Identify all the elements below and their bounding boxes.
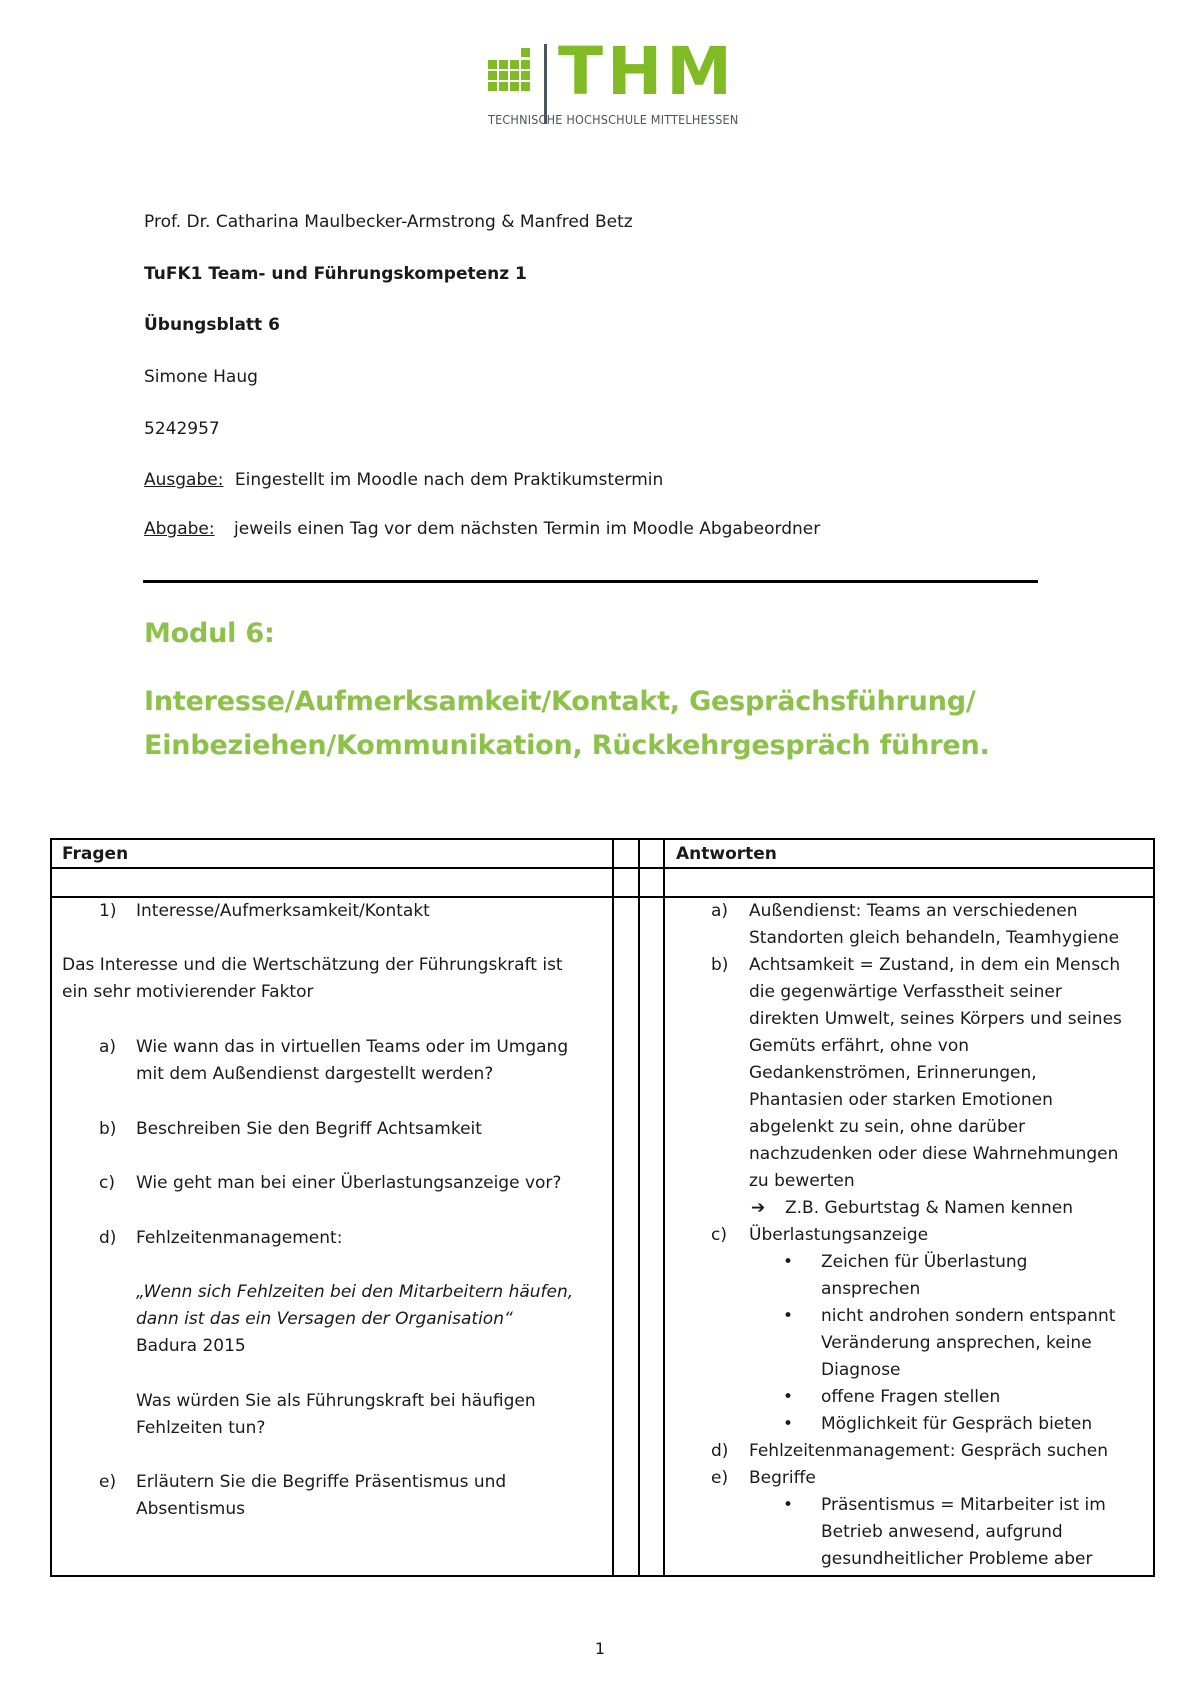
- answer-a: Standorten gleich behandeln, Teamhygiene: [749, 928, 1120, 948]
- item-label: a): [711, 901, 729, 921]
- answer-b: Achtsamkeit = Zustand, in dem ein Mensch: [749, 955, 1121, 975]
- item-label: d): [99, 1228, 117, 1248]
- question-e: Erläutern Sie die Begriffe Präsentismus und: [136, 1472, 507, 1492]
- question-d: Fehlzeitenmanagement:: [136, 1228, 343, 1248]
- item-label: c): [711, 1225, 727, 1245]
- answers-cell: [665, 898, 1155, 1575]
- authors: Prof. Dr. Catharina Maulbecker-Armstrong & Manfred Betz: [144, 212, 633, 232]
- item-label: e): [99, 1472, 117, 1492]
- bullet-icon: •: [783, 1306, 794, 1326]
- question-c: Wie geht man bei einer Überlastungsanzeige vor?: [136, 1173, 562, 1193]
- item-label: c): [99, 1173, 115, 1193]
- bullet-icon: •: [783, 1495, 794, 1515]
- questions-cell: [52, 898, 612, 1558]
- bullet-icon: •: [783, 1387, 794, 1407]
- intro-text: Das Interesse und die Wertschätzung der Führungskraft ist: [62, 955, 563, 975]
- quote-text: „Wenn sich Fehlzeiten bei den Mitarbeitern häufen,: [136, 1282, 574, 1302]
- question-d-sub: Was würden Sie als Führungskraft bei häufigen: [136, 1391, 536, 1411]
- answer-b: Gemüts erfährt, ohne von: [749, 1036, 970, 1056]
- answer-b: nachzudenken oder diese Wahrnehmungen: [749, 1144, 1119, 1164]
- question-d-sub: Fehlzeiten tun?: [136, 1418, 266, 1438]
- arrow-icon: ➔: [751, 1198, 766, 1218]
- table-column-rule: [638, 840, 640, 1575]
- answer-c-bullet: Möglichkeit für Gespräch bieten: [821, 1414, 1093, 1434]
- abgabe-label: Abgabe:: [144, 519, 215, 539]
- answer-b: Gedankenströmen, Erinnerungen,: [749, 1063, 1037, 1083]
- answer-e-bullet: Betrieb anwesend, aufgrund: [821, 1522, 1063, 1542]
- answer-b: Phantasien oder starken Emotionen: [749, 1090, 1053, 1110]
- question-title: Interesse/Aufmerksamkeit/Kontakt: [136, 901, 430, 921]
- answer-a: Außendienst: Teams an verschiedenen: [749, 901, 1078, 921]
- answer-c-bullet: Veränderung ansprechen, keine: [821, 1333, 1092, 1353]
- answer-c-bullet: Zeichen für Überlastung: [821, 1252, 1028, 1272]
- module-title: Modul 6:: [144, 618, 275, 649]
- answer-e-bullet: gesundheitlicher Probleme aber: [821, 1549, 1093, 1569]
- question-a: Wie wann das in virtuellen Teams oder im Umgang: [136, 1037, 569, 1057]
- answer-b: zu bewerten: [749, 1171, 855, 1191]
- sheet-title: Übungsblatt 6: [144, 315, 280, 335]
- intro-text: ein sehr motivierender Faktor: [62, 982, 314, 1002]
- quote-source: Badura 2015: [136, 1336, 246, 1356]
- item-label: b): [711, 955, 729, 975]
- answer-c-bullet: offene Fragen stellen: [821, 1387, 1001, 1407]
- answer-c-bullet: ansprechen: [821, 1279, 921, 1299]
- question-number: 1): [99, 901, 117, 921]
- answer-e: Begriffe: [749, 1468, 816, 1488]
- abgabe-line: [144, 518, 820, 540]
- student-name: Simone Haug: [144, 367, 258, 387]
- logo-subtitle: TECHNISCHE HOCHSCHULE MITTELHESSEN: [488, 112, 739, 127]
- answer-d: Fehlzeitenmanagement: Gespräch suchen: [749, 1441, 1109, 1461]
- question-e: Absentismus: [136, 1499, 245, 1519]
- quote-text: dann ist das ein Versagen der Organisation“: [136, 1309, 513, 1329]
- answer-c-bullet: Diagnose: [821, 1360, 901, 1380]
- answer-b: die gegenwärtige Verfasstheit seiner: [749, 982, 1062, 1002]
- ausgabe-line: [144, 469, 663, 491]
- header-answers: Antworten: [676, 844, 777, 864]
- answer-c-bullet: nicht androhen sondern entspannt: [821, 1306, 1116, 1326]
- questions-answers-table: [50, 838, 1155, 1577]
- course-title: TuFK1 Team- und Führungskompetenz 1: [144, 264, 527, 284]
- ausgabe-text: Eingestellt im Moodle nach dem Praktikumstermin: [234, 470, 664, 490]
- item-label: b): [99, 1119, 117, 1139]
- answer-b-example: Z.B. Geburtstag & Namen kennen: [785, 1198, 1073, 1218]
- module-subtitle-line1: Interesse/Aufmerksamkeit/Kontakt, Gesprächsführung/: [144, 686, 976, 717]
- thm-logo: [488, 33, 739, 134]
- logo-wordmark: THM: [558, 33, 736, 110]
- page-number: 1: [594, 1639, 606, 1658]
- answer-b: direkten Umwelt, seines Körpers und seines: [749, 1009, 1122, 1029]
- header-questions: Fragen: [62, 844, 129, 864]
- module-subtitle-line2: Einbeziehen/Kommunikation, Rückkehrgespräch führen.: [144, 730, 990, 761]
- question-a: mit dem Außendienst dargestellt werden?: [136, 1064, 494, 1084]
- answer-c: Überlastungsanzeige: [749, 1225, 929, 1245]
- horizontal-rule: [143, 580, 1038, 583]
- logo-dots-icon: [488, 48, 530, 92]
- ausgabe-label: Ausgabe:: [144, 470, 224, 490]
- item-label: d): [711, 1441, 729, 1461]
- bullet-icon: •: [783, 1414, 794, 1434]
- bullet-icon: •: [783, 1252, 794, 1272]
- answer-e-bullet: Präsentismus = Mitarbeiter ist im: [821, 1495, 1106, 1515]
- table-rule: [52, 867, 1153, 869]
- item-label: e): [711, 1468, 729, 1488]
- item-label: a): [99, 1037, 117, 1057]
- question-b: Beschreiben Sie den Begriff Achtsamkeit: [136, 1119, 482, 1139]
- table-column-rule: [612, 840, 614, 1575]
- answer-b: abgelenkt zu sein, ohne darüber: [749, 1117, 1026, 1137]
- abgabe-text: jeweils einen Tag vor dem nächsten Termin im Moodle Abgabeordner: [234, 519, 821, 539]
- student-id: 5242957: [144, 419, 220, 439]
